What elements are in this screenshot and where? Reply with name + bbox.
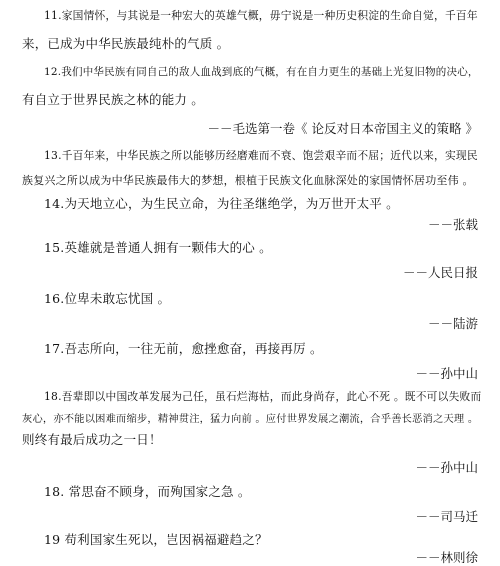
quote-19-attribution: －－林则徐 <box>415 550 478 565</box>
quote-19-line-1: 19 苟利国家生死以，岂因祸福避趋之？ <box>44 532 268 547</box>
quote-18-line-1: 18.吾辈即以中国改革发展为己任，虽石烂海枯，而此身尚存，此心不死 。既不可以失败而 <box>44 390 482 403</box>
quote-12-line-1: 12.我们中华民族有同自己的敌人血战到底的气概，有在自力更生的基础上光复旧物的决心， <box>44 66 479 78</box>
quote-16-line-1: 16.位卑未敢忘忧国 。 <box>44 291 171 306</box>
quote-12-line-2: 有自立于世界民族之林的能力 。 <box>22 92 204 107</box>
quote-15-attribution: －－人民日报 <box>402 265 478 280</box>
quote-18b-attribution: －－司马迁 <box>415 509 478 524</box>
quote-18-attribution: －－孙中山 <box>415 460 478 475</box>
quote-17-attribution: －－孙中山 <box>415 366 478 381</box>
quote-11-line-1: 11.家国情怀，与其说是一种宏大的英雄气概，毋宁说是一种历史积淀的生命自觉，千百年 <box>44 9 478 22</box>
quote-18b-line-1: 18. 常思奋不顾身，而殉国家之急 。 <box>44 484 251 499</box>
quote-13-line-1: 13.千百年来，中华民族之所以能够历经磨难而不衰、饱尝艰辛而不屈；近代以来，实现民 <box>44 149 478 162</box>
quote-17-line-1: 17.吾志所向，一往无前，愈挫愈奋，再接再厉 。 <box>44 341 323 356</box>
quote-18-line-2: 灰心，亦不能以困难而缩步，精神贯注，猛力向前 。应付世界发展之潮流，合乎善长恶消之天理 。 <box>22 413 479 425</box>
quote-16-attribution: －－陆游 <box>427 316 478 331</box>
quote-11-line-2: 来，已成为中华民族最纯朴的气质 。 <box>22 36 230 51</box>
quote-12-attribution: －－毛选第一卷《 论反对日本帝国主义的策略 》 <box>207 121 478 136</box>
quote-15-line-1: 15.英雄就是普通人拥有一颗伟大的心 。 <box>44 240 272 255</box>
quote-13-line-2: 族复兴之所以成为中华民族最伟大的梦想，根植于民族文化血脉深处的家国情怀居功至伟 。 <box>22 174 474 187</box>
quote-18-line-3: 则终有最后成功之一日！ <box>22 432 162 447</box>
quote-14-line-1: 14.为天地立心，为生民立命，为往圣继绝学，为万世开太平 。 <box>44 196 399 211</box>
quote-14-attribution: －－张载 <box>427 217 478 232</box>
